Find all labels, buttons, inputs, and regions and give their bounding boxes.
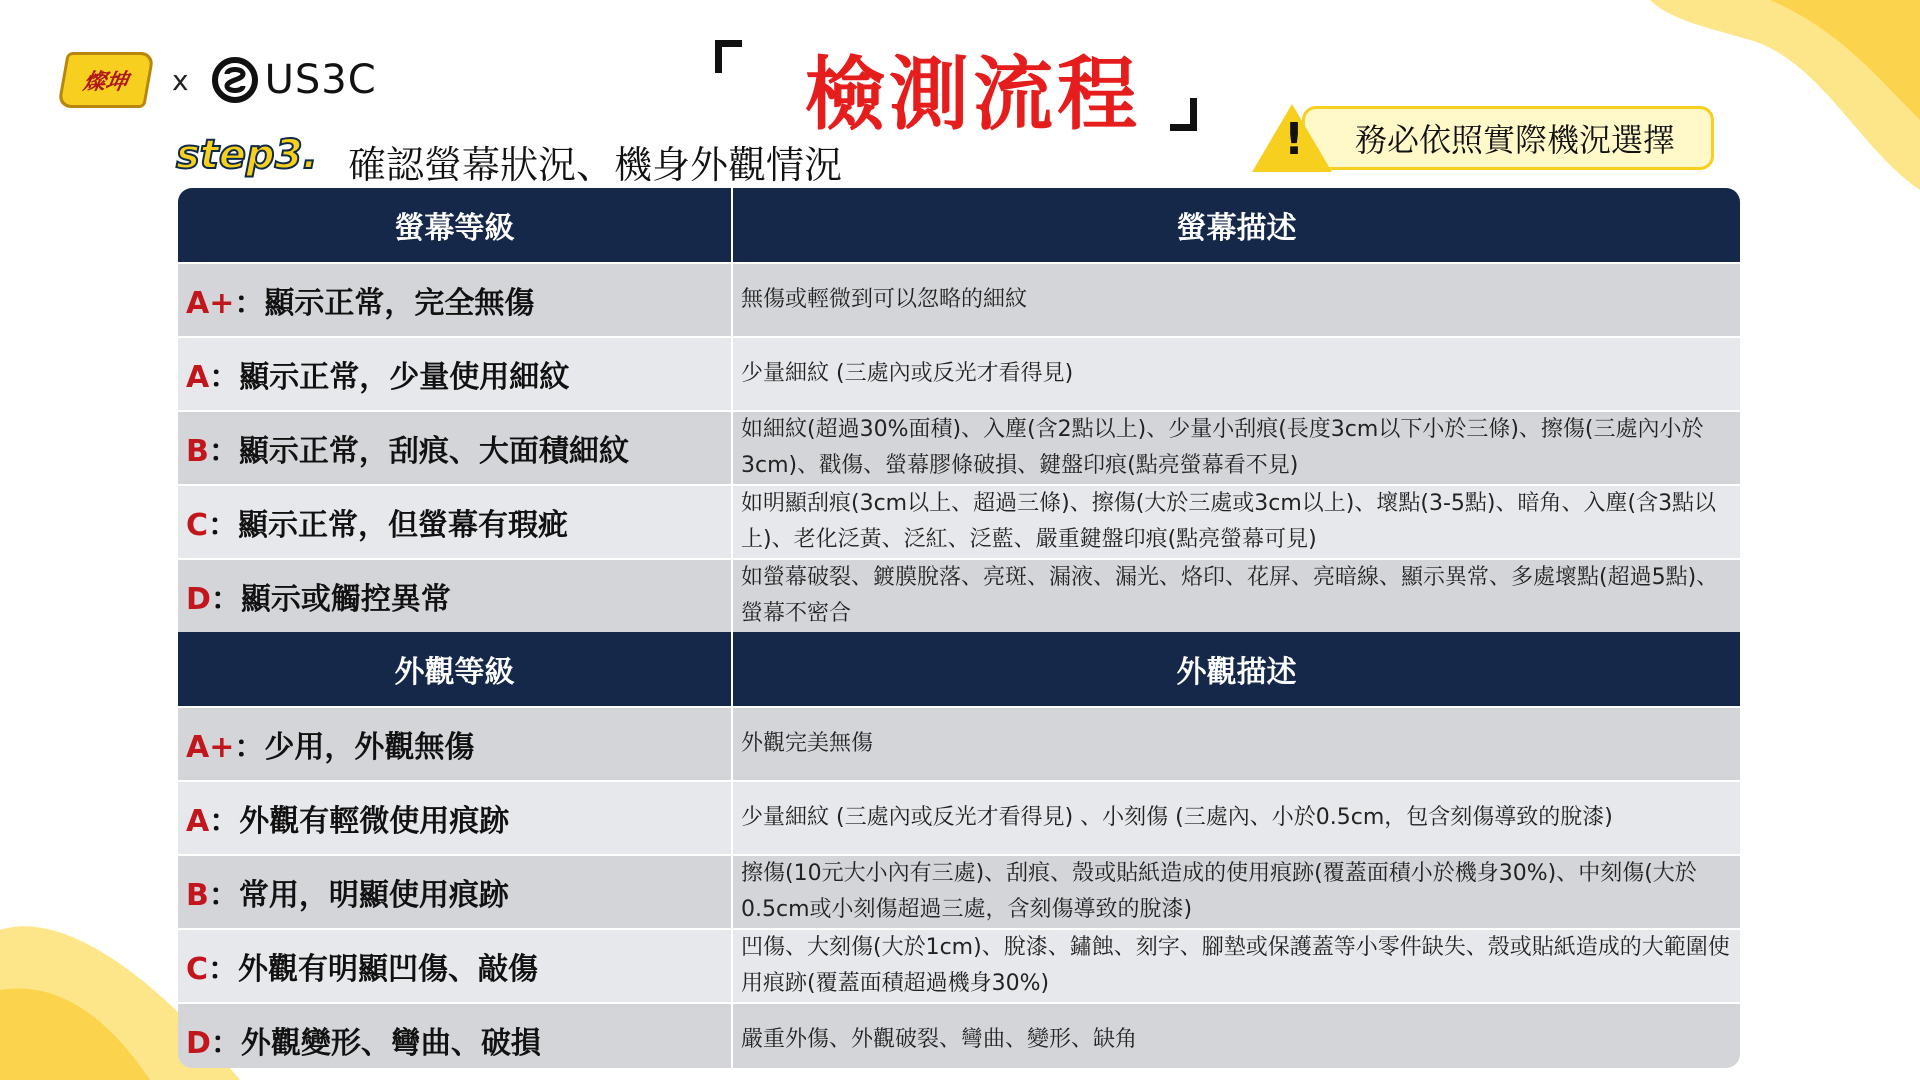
warning-text: 務必依照實際機況選擇 [1302, 106, 1714, 170]
grade-letter: A+ [186, 730, 235, 765]
grade-letter: A [186, 360, 210, 395]
grade-text: ：顯示正常，少量使用細紋 [209, 360, 570, 395]
brand-left-text: 燦坤 [81, 69, 130, 95]
us3c-logo [211, 56, 377, 104]
appearance-desc-header: 外觀描述 [732, 632, 1740, 707]
grade-letter: C [186, 952, 209, 987]
table-row [178, 707, 1740, 781]
table-row [178, 1003, 1740, 1068]
description-cell: 少量細紋 (三處內或反光才看得見) [732, 337, 1740, 411]
grade-letter: B [186, 878, 209, 913]
brand-separator: x [172, 63, 189, 97]
description-cell: 少量細紋 (三處內或反光才看得見) 、小刻傷 (三處內、小於0.5cm，包含刻傷導致的脫漆) [732, 781, 1740, 855]
description-cell: 擦傷(10元大小內有三處)、刮痕、殼或貼紙造成的使用痕跡(覆蓋面積小於機身30%)、中刻傷(大於0.5cm或小刻傷超過三處，含刻傷導致的脫漆) [732, 855, 1740, 929]
description-cell: 外觀完美無傷 [732, 707, 1740, 781]
table-row [178, 485, 1740, 559]
description-cell: 如明顯刮痕(3cm以上、超過三條)、擦傷(大於三處或3cm以上)、壞點(3-5點)、暗角、入塵(含3點以上)、老化泛黃、泛紅、泛藍、嚴重鍵盤印痕(點亮螢幕可見) [732, 485, 1740, 559]
grade-text: ：少用，外觀無傷 [234, 730, 475, 765]
step-label: step3. [176, 132, 318, 178]
grade-letter: C [186, 508, 209, 543]
tsannkuen-logo [57, 52, 155, 108]
table-row [178, 411, 1740, 485]
grade-text: ：顯示正常，完全無傷 [234, 286, 535, 321]
grade-text: ：顯示正常，刮痕、大面積細紋 [208, 434, 629, 469]
table-row [178, 781, 1740, 855]
grade-cell [178, 781, 732, 855]
table-row [178, 855, 1740, 929]
table-row [178, 929, 1740, 1003]
warning-icon: ! [1252, 104, 1332, 172]
appearance-header-row [178, 632, 1740, 707]
warning-callout [1252, 104, 1714, 172]
grade-cell [178, 855, 732, 929]
grade-cell [178, 707, 732, 781]
screen-desc-header: 螢幕描述 [732, 188, 1740, 263]
title-block [715, 20, 1205, 141]
grade-letter: D [186, 582, 211, 617]
brand-right-text: US3C [264, 57, 377, 103]
grade-cell [178, 929, 732, 1003]
close-bracket-icon [1170, 98, 1197, 131]
grade-text: ：顯示或觸控異常 [210, 582, 451, 617]
description-cell: 凹傷、大刻傷(大於1cm)、脫漆、鏽蝕、刻字、腳墊或保護蓋等小零件缺失、殼或貼紙造成的大範圍使用痕跡(覆蓋面積超過機身30%) [732, 929, 1740, 1003]
grade-cell [178, 411, 732, 485]
table-row [178, 559, 1740, 632]
grade-cell [178, 1003, 732, 1068]
grade-cell [178, 263, 732, 337]
grade-text: ：顯示正常，但螢幕有瑕疵 [208, 508, 569, 543]
description-cell: 如螢幕破裂、鍍膜脫落、亮斑、漏液、漏光、烙印、花屏、亮暗線、顯示異常、多處壞點(超過5點)、螢幕不密合 [732, 559, 1740, 632]
grade-letter: A+ [186, 286, 235, 321]
table-row [178, 263, 1740, 337]
grade-cell [178, 337, 732, 411]
screen-header-row [178, 188, 1740, 263]
description-cell: 無傷或輕微到可以忽略的細紋 [732, 263, 1740, 337]
grade-cell [178, 559, 732, 632]
table-row [178, 337, 1740, 411]
grade-letter: B [186, 434, 209, 469]
grade-text: ：外觀變形、彎曲、破損 [210, 1026, 541, 1061]
grading-table [178, 188, 1740, 1068]
grade-cell [178, 485, 732, 559]
grade-text: ：常用，明顯使用痕跡 [208, 878, 509, 913]
grade-letter: D [186, 1026, 211, 1061]
description-cell: 如細紋(超過30%面積)、入塵(含2點以上)、少量小刮痕(長度3cm以下小於三條)、擦傷(三處內小於3cm)、戳傷、螢幕膠條破損、鍵盤印痕(點亮螢幕看不見) [732, 411, 1740, 485]
appearance-grade-header: 外觀等級 [178, 632, 732, 707]
screen-grade-header: 螢幕等級 [178, 188, 732, 263]
brand-logos [62, 52, 377, 108]
page-title: 檢測流程 [805, 48, 1141, 141]
open-bracket-icon [715, 40, 742, 73]
grade-letter: A [186, 804, 210, 839]
grade-text: ：外觀有輕微使用痕跡 [209, 804, 510, 839]
step-description: 確認螢幕狀況、機身外觀情況 [348, 143, 843, 187]
grade-text: ：外觀有明顯凹傷、敲傷 [208, 952, 539, 987]
description-cell: 嚴重外傷、外觀破裂、彎曲、變形、缺角 [732, 1003, 1740, 1068]
us3c-s-icon [211, 56, 259, 104]
